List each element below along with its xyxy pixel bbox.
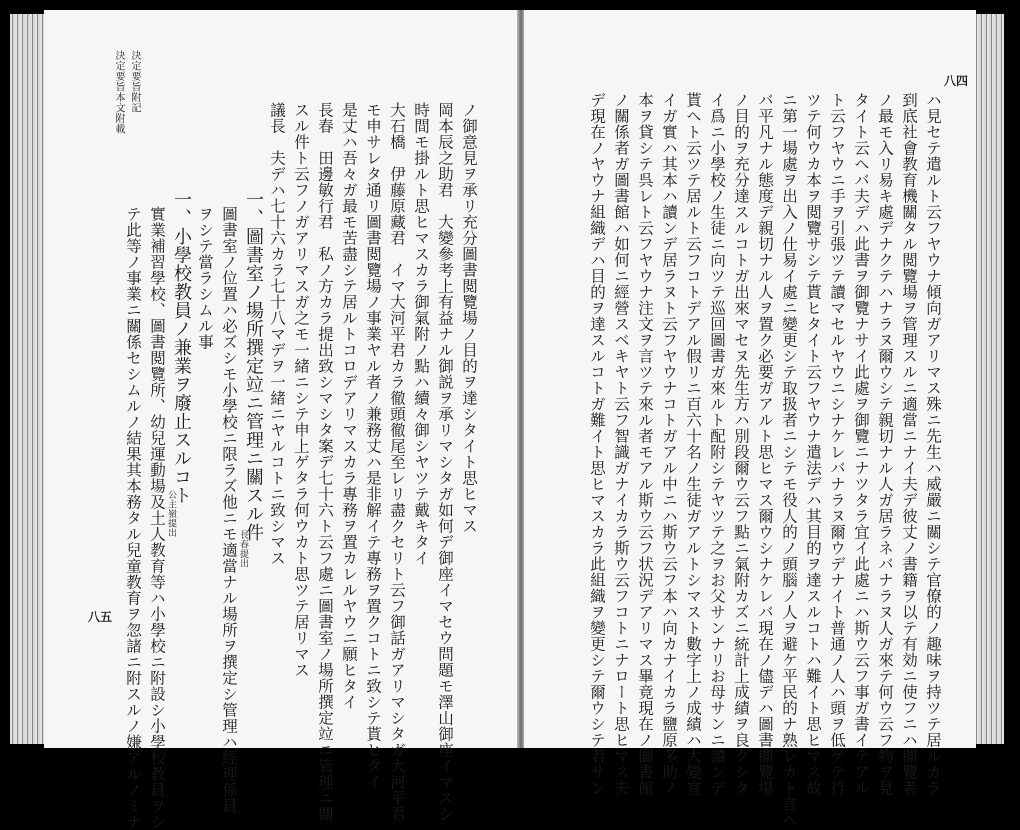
page-edges-right <box>974 14 1004 744</box>
proposer-note: 公主嶺提出 <box>166 490 176 538</box>
right-page <box>524 10 976 828</box>
text-line: 圖書室ノ位置ハ必ズシモ小學校ニ限ラズ他ニモ適當ナル場所ヲ撰定シ管理ハ經理係員 <box>220 206 238 814</box>
text-line: 實業補習學校、圖書閲覽所、幼兒運動場及土人教育等ハ小學校ニ附設シ小學校教員ヲシ <box>148 206 166 830</box>
text-line: ヲシテ當ラシムル事 <box>196 206 214 350</box>
text-line: スル件ト云フノガアリマスガ之モ一緒ニシテ申上ゲタラ何ウカト思ツテ居リマス <box>292 102 310 678</box>
text-line: 議長 夫デハ七十六カラ七十八マデヲ一緒ニヤルコトニ致シマス <box>268 102 286 566</box>
proposer-note: 長春提出 <box>238 530 248 568</box>
text-line: ツテ何ウカ本ヲ閲覽サシテ貰ヒタイト云フヤウナ遣法デハ其目的ヲ達スルコトハ難イト思ヒマス故 <box>804 92 822 796</box>
item-heading: 一、小學校教員ノ兼業ヲ廢止スルコト <box>171 190 192 505</box>
page-number: 八五 <box>88 610 113 624</box>
page-number: 八四 <box>944 74 969 88</box>
text-line: テ此等ノ事業ニ關係セシムルノ結果其本務タル兒童教育ヲ忽諸ニ附スルノ嫌アルノミナ <box>124 206 142 830</box>
text-line: ハ見セテ遣ルト云フヤウナ傾向ガアリマス殊ニ先生ハ威嚴ニ關シテ官僚的ノ趣味ヲ持ツテ居ルカラ <box>924 92 942 796</box>
text-line: タイト云ヘバ夫デハ此書ヲ御覽ナサイ此處ヲ御覽ニナツタラ宜イ此處ニハ斯ウ云フ事ガ書イテアル <box>852 92 870 796</box>
text-line: ニ第一場處ヲ出入ノ仕易イ處ニ變更シテ取扱者ニシテモ役人的ノ頭腦ノ人ヲ避ケ平民的ナ熟レカト言ヘ <box>780 92 798 828</box>
text-line: 時間モ掛ルト思ヒマスカラ御氣附ノ點ハ續々御シヤツテ戴キタイ <box>412 102 430 566</box>
text-line: ト云フヤウニ手ヲ引張ツテ讀マセルヤウニシナケレバナラヌ爾ウデナイト普通ノ人ハ頭ヲ低ゲテ行 <box>828 92 846 796</box>
text-line: 是丈ハ吾々ガ最モ苦盡シテ居ルトコロデアリマスカラ專務ヲ置カレルヤウニ願ヒタイ <box>340 102 358 710</box>
text-line: 岡本辰之助君 大變參考上有益ナル御説ヲ承リマシタガ如何デ御座イマセウ問題モ澤山御座イマスシ <box>436 102 454 822</box>
side-note: 決定要旨本文附載 <box>113 50 124 134</box>
text-line: 貰ヘト云ツテ居ルト云フコトデアル假リニ百六十名ノ生徒ガアルトシマスト數字上ノ成績ハ大變宜 <box>684 92 702 796</box>
page-edges-left <box>10 14 44 744</box>
text-line: ノ最モ入リ易キ處デナクテハナラヌ爾ウシテ親切ナル人ガ居ラネバナラヌ人ガ來テ何ウ云フ物ヲ見 <box>876 92 894 796</box>
text-line: ノ御意見ヲ承リ充分圖書閲覽場ノ目的ヲ達シタイト思ヒマス <box>460 102 478 534</box>
left-page <box>44 10 518 830</box>
text-line: イ爲ニ小學校ノ生徒ニ向ツテ巡回圖書ガ來ルト配附シテヤツテ之ヲお父サンナリお母サンニ讀ンデ <box>708 92 726 796</box>
text-line: イガ實ハ其本ハ讀ンデ居ラヌト云フヤウナコトガアル中ニハ斯ウ云フ本ハ向カナイカラ鹽原多助ノ <box>660 92 678 796</box>
text-line: モ申サレタ通リ圖書閲覽場ノ事業ヤル者ノ兼務丈ハ是非解イテ專務ヲ置クコトニ致シテ貰ヒタイ <box>364 102 382 790</box>
text-line: ノ關係者ガ圖書館ハ如何ニ經營スベキヤト云フ智識ガナイカラ斯ウ云フコトニナロート思ヒマス夫 <box>612 92 630 796</box>
text-line: バ平凡ナル態度デ親切ナル人ヲ置ク必要ガアルト思ヒマス爾ウシナケレバ現在ノ儘デハ圖書閲覽場 <box>756 92 774 796</box>
text-line: 到底社會教育機關タル閲覽場ヲ管理スルニ適當ニナイ夫デ彼丈ノ書籍ヲ以テ有効ニ使フニハ閲覽者 <box>900 92 918 796</box>
text-line: 大石橋 伊藤原藏君 イマ大河平君カラ徹頭徹尾至レリ盡クセリト云フ御話ガアリマシタガ大河平君 <box>388 102 406 822</box>
text-line: 長春 田邊敏行君 私ノ方カラ提出致シマシタ案デ七十六ト云フ處ニ圖書室ノ場所撰定竝ニ管理ニ關 <box>316 102 334 822</box>
item-heading: 一、圖書室ノ場所撰定竝ニ管理ニ關スル件 <box>243 190 264 542</box>
text-line: ノ目的ヲ充分達スルコトガ出來マセヌ先生方ハ別段爾ウ云フ點ニ氣附カズニ統計上成績ヲ良クシタ <box>732 92 750 796</box>
text-line: 本ヲ貸シテ呉レト云フヤウナ注文ヲ言ツテ來ル者モアル斯ウ云フ状況デアリマス畢竟現在ノ圖書館 <box>636 92 654 796</box>
side-note: 決定要旨附記 <box>129 50 140 113</box>
text-line: デ現在ノヤウナ組織デハ目的ヲ達スルコトガ難イト思ヒマスカラ此組織ヲ變更シテ爾ウシテ若サン <box>588 92 606 796</box>
